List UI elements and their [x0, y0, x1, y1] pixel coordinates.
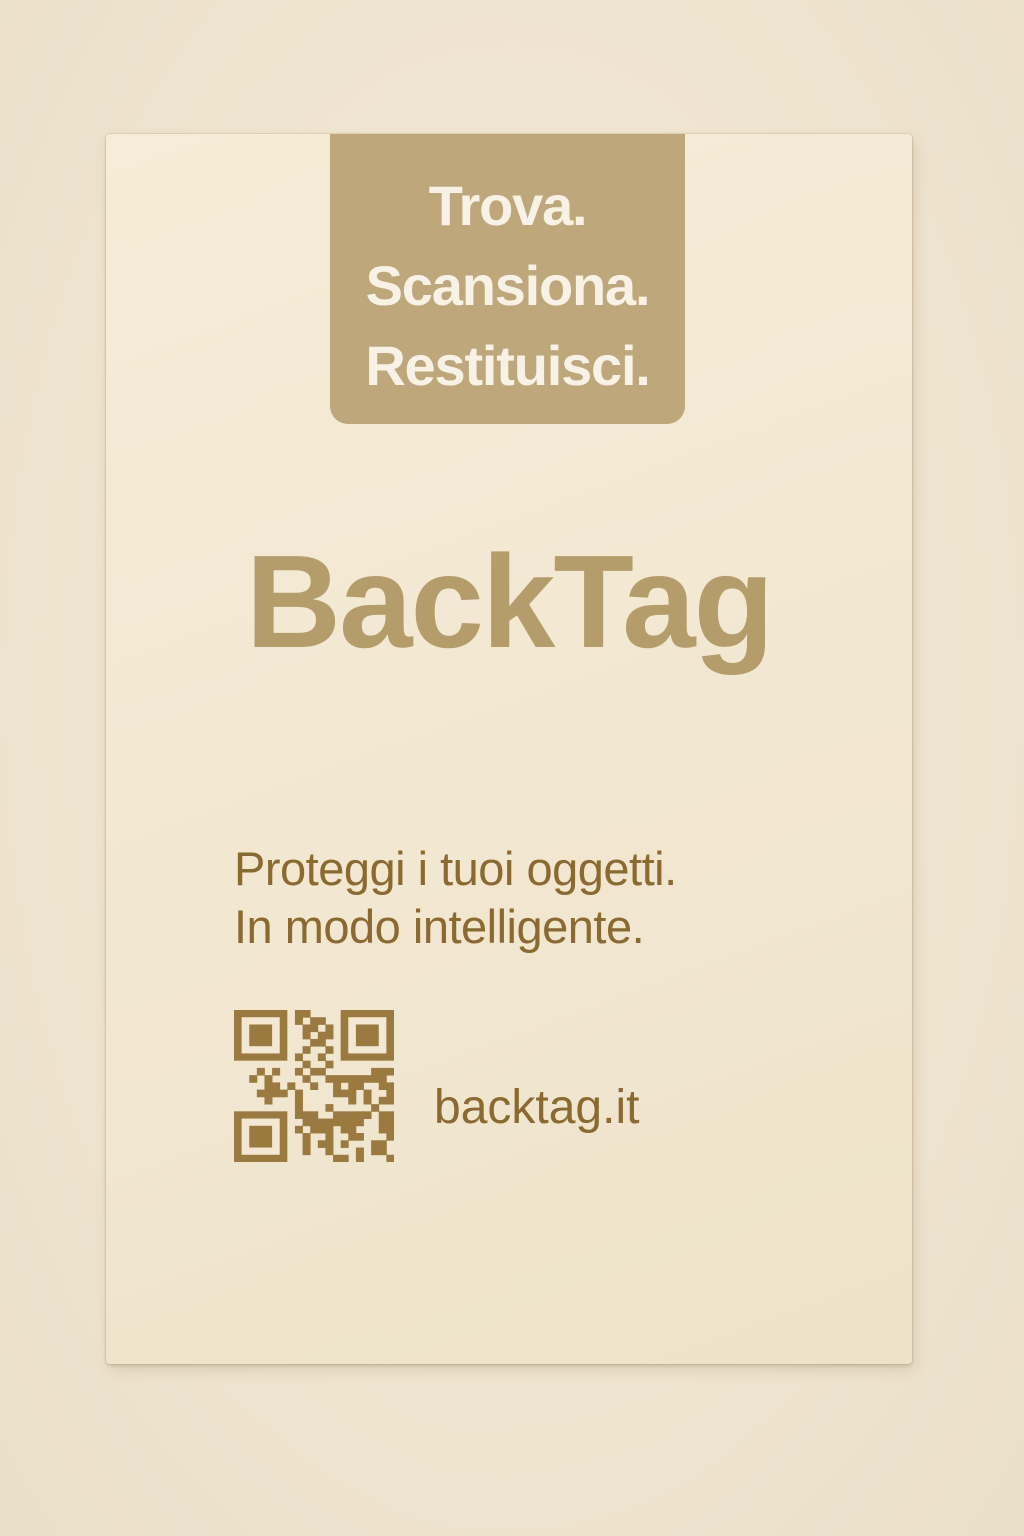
- tagline-line-find: Trova.: [428, 174, 587, 237]
- tagline-line-return: Restituisci.: [365, 334, 650, 397]
- slogan-line-protect: Proteggi i tuoi oggetti.: [234, 842, 677, 895]
- slogan-line-smart: In modo intelligente.: [234, 900, 645, 953]
- slogan: [234, 840, 874, 956]
- backtag-card: [106, 134, 912, 1364]
- tagline-line-scan: Scansiona.: [365, 254, 650, 317]
- tagline-banner: [330, 134, 685, 424]
- qr-code-icon[interactable]: [234, 1010, 394, 1162]
- brand-name: BackTag: [245, 528, 773, 675]
- website-url[interactable]: backtag.it: [434, 1081, 640, 1134]
